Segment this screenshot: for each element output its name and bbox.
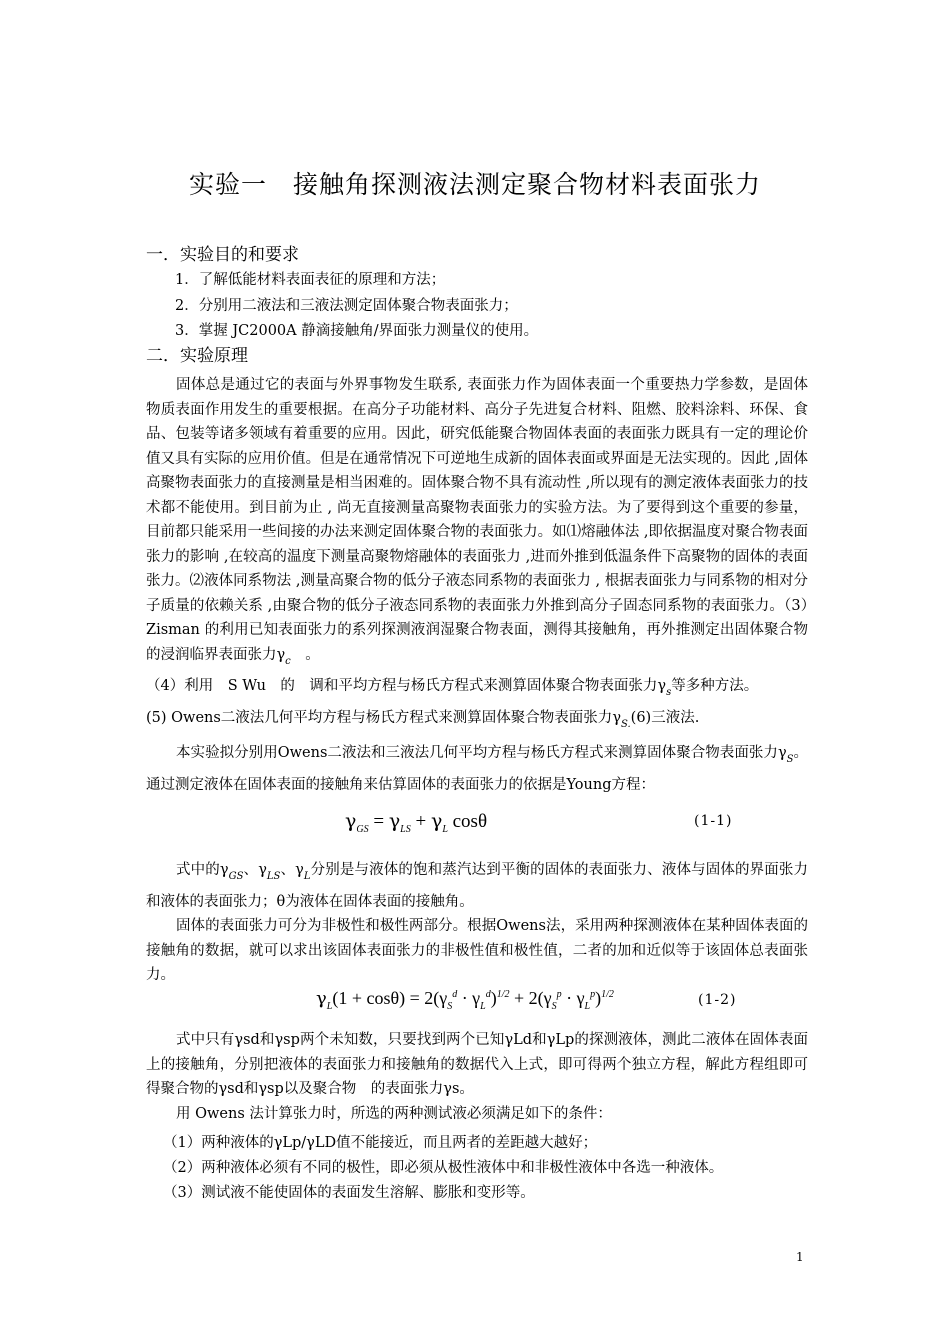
gamma-S-symbol: γ [777, 745, 787, 761]
para1-text: 固体总是通过它的表面与外界事物发生联系, 表面张力作为固体表面一个重要热力学参数，是固体物质表面作用发生的重要根据。在高分子功能材料、高分子先进复合材料、阻燃、胶料涂料、环保、食品、包装等诸多领域有着重要的应用。因此，研究低能聚合物固体表面的表面张力既具有一定的理论价值又具有实际的应用价值。但是在通常情况下可逆地生成新的固体表面或界面是无法实现的。因此 ,固体高聚物表面张力的直接测量是相当困难的。固体聚合物不具有流动性 ,所以现有的测定液体表面张力的技术都不能使用。到目前为止 , 尚无直接测量高聚物表面张力的实验方法。为了要得到这个重要的参量，目前都只能采用一些间接的办法来测定固体聚合物的表面张力。如⑴熔融体法 ,即依据温度对聚合物表面张力的影响 ,在较高的温度下测量高聚物熔融体的表面张力 ,进而外推到低温条件下高聚物的固体的表面张力。⑵液体同系物法 ,测量高聚合物的低分子液态同系物的表面张力 , 根据表面张力与同系物的相对分子质量的依赖关系 ,由聚合物的低分子液态同系物的表面张力外推到高分子固态同系物的表面张力。（3）Zisman 的利用已知表面张力的系列探测液润湿聚合物表面，测得其接触角，再外推测定出固体聚合物的浸润临界表面张力 [146, 377, 808, 663]
para1-line2-end: 等多种方法。 [671, 678, 759, 694]
condition-3: （3）测试液不能使固体的表面发生溶解、膨胀和变形等。 [163, 1185, 535, 1201]
gamma-s2-subscript: S. [620, 718, 631, 730]
para6-text: 用 Owens 法计算张力时，所选的两种测试液必须满足如下的条件： [176, 1105, 612, 1122]
purpose-item-3: 3．掌握 JC2000A 静滴接触角/界面张力测量仪的使用。 [175, 323, 539, 339]
purpose-item-1: 1．了解低能材料表面表征的原理和方法； [175, 272, 446, 288]
gamma-s2-symbol: γ [612, 709, 621, 726]
section-heading-purpose: 一．实验目的和要求 [146, 245, 299, 265]
condition-2: （2）两种液体必须有不同的极性，即必须从极性液体中和非极性液体中各选一种液体。 [163, 1160, 724, 1176]
para5-text: 式中只有γsd和γsp两个未知数，只要找到两个已知γLd和γLp的探测液体，测此二液体在固体表面上的接触角，分别把液体的表面张力和接触角的数据代入上式，即可得两个独立方程，解此方程组即可得聚合物的γsd和γsp以及聚合物 的表面张力γs。 [146, 1032, 808, 1097]
gamma-s-symbol: γ [657, 678, 667, 694]
para1-end: 。 [305, 646, 320, 663]
page-number: 1 [796, 1250, 804, 1264]
condition-1: （1）两种液体的γLp/γLD值不能接近，而且两者的差距越大越好； [163, 1135, 598, 1151]
owens-equation: $\gamma_L(1 + \cos\theta) = 2(\gamma_S^d \cdot \gamma_L^d)^{1/2} + 2(\gamma_S^p \cdot \gamma_L^p)^{1/2}$ [316, 988, 614, 1012]
gamma-c-subscript: c [285, 655, 291, 667]
principle-paragraph-5 [146, 1028, 808, 1126]
para2-end: 。通过测定液体在固体表面的接触角来估算固体的表面张力的依据是Young方程： [146, 745, 809, 793]
para1-line3: (5) Owens二液法几何平均方程与杨氏方程式来测算固体聚合物表面张力 [146, 709, 613, 726]
equation-number-2: (1-2) [698, 992, 737, 1008]
young-equation: $\gamma_{GS} = \gamma_{LS} + \gamma_L$ cosθ [345, 810, 488, 835]
para1-line2: （4）利用 S Wu 的 调和平均方程与杨氏方程式来测算固体聚合物表面张力 [146, 678, 658, 694]
principle-paragraph-1 [146, 373, 808, 797]
gamma-S-subscript: S [786, 754, 794, 765]
page-title: 实验一 接触角探测液法测定聚合物材料表面张力 [188, 170, 761, 199]
purpose-item-2: 2．分别用二液法和三液法测定固体聚合物表面张力； [175, 298, 518, 314]
section-heading-principle: 二．实验原理 [146, 346, 248, 366]
equation-number-1: (1-1) [694, 813, 733, 829]
para4-text: 固体的表面张力可分为非极性和极性两部分。根据Owens法，采用两种探测液体在某种固体表面的接触角的数据，就可以求出该固体表面张力的非极性值和极性值，二者的加和近似等于该固体总表面张力。 [146, 918, 808, 983]
gamma-s-subscript: s [666, 687, 672, 698]
gamma-c-symbol: γ [276, 646, 286, 663]
para2-text: 本实验拟分别用Owens二液法和三液法几何平均方程与杨氏方程式来测算固体聚合物表面张力 [176, 745, 778, 761]
principle-paragraph-3: 式中的$\gamma_{GS}$、$\gamma_{LS}$、$\gamma_L$分别是与液体的饱和蒸汽达到平衡的固体的表面张力、液体与固体的界面张力和液体的表面张力；θ为液体在固体表面的接触角。 固体的表面张力可分为非极性和极性两部分。根据Owens法，采用两种探测液体在某种固体表面的接触角的数据，就可以求出该固体表面张力的非极性值和极性值，二者的加和近似等于该固体总表面张力。 [146, 858, 808, 988]
para1-line3-end: (6)三液法. [630, 709, 700, 726]
